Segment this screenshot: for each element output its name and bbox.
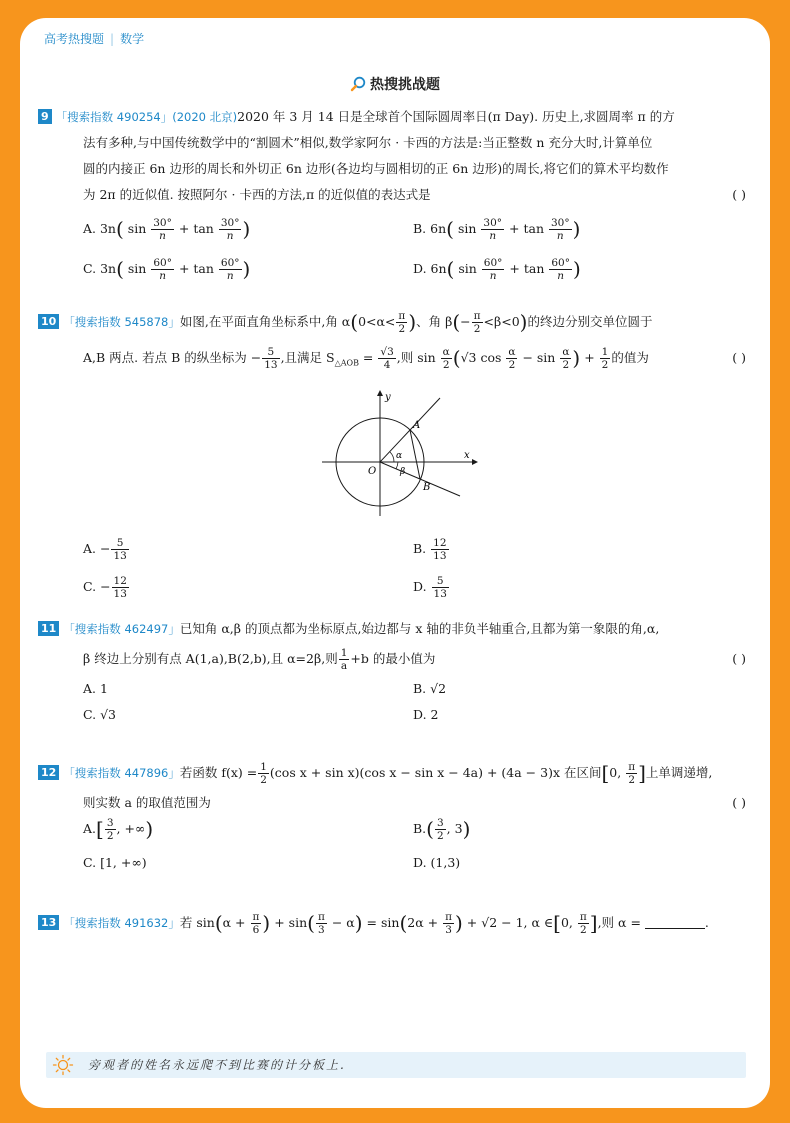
answer-paren: ( ) — [732, 795, 746, 810]
label-alpha: α — [396, 451, 403, 461]
question-10: 10 「搜索指数 545878」如图,在平面直角坐标系中,角 α(0<α< $\frac{\pi}{2}$ )、角 β(− $\frac{\pi}{2}$ <β<0)的终边分别交单位圆于 A,B 两点. 若点 B 的纵坐标为 − $\frac{5}{13}$ ,且满足 $S_{\triangle AOB}$ = $\frac{√3}{4}$ ,则 sin $\frac{\alpha}{2}$ (√3 cos $\frac{\alpha}{2}$ − sin $\frac{\alpha}{2}$ ) + $\frac{1}{2}$ 的值为 ( ) y x O A B α β A. − $\frac{5}{13}$ B. $\frac{12}{13}$ C. − $\frac{12}{13}$ D. $\frac{5}{13}$ — [38, 306, 750, 384]
source-tag: (2020 北京) — [172, 110, 238, 124]
section-title-text: 热搜挑战题 — [370, 77, 440, 93]
unit-circle-figure — [320, 388, 480, 518]
option-b[interactable]: B. √2 — [413, 681, 447, 696]
tip-text: 旁观者的姓名永远爬不到比赛的计分板上. — [88, 1058, 346, 1072]
question-text: 则实数 a 的取值范围为 — [83, 795, 211, 810]
search-icon — [350, 76, 366, 96]
label-y: y — [385, 392, 391, 403]
option-a[interactable]: A. 1 — [83, 681, 108, 696]
option-d[interactable]: D. 6n( sin $\frac{60^\circ}{n}$ + tan $\frac{60^\circ}{n}$ ) — [413, 257, 581, 282]
page-header: 高考热搜题 | 数学 — [44, 32, 145, 46]
option-d[interactable]: D. (1,3) — [413, 855, 461, 870]
angle-alpha-arc — [390, 452, 394, 462]
question-number: 11 — [38, 621, 59, 636]
question-11: 11 「搜索指数 462497」已知角 α,β 的顶点都为坐标原点,始边都与 x 轴的非负半轴重合,且都为第一象限的角,α, β 终边上分别有点 A(1,a),B(2,b),且 α=2β,则 $\frac{1}{a}$ +b 的最小值为 ( ) A. 1 B. √2 C. √3 D. 2 — [38, 616, 750, 728]
label-o: O — [368, 466, 377, 477]
angle-beta-arc — [396, 462, 398, 469]
question-12: 12 「搜索指数 447896」若函数 f(x) = $\frac{1}{2}$ (cos x + sin x)(cos x − sin x − 4a) + (4a − 3)x 在区间[0, $\frac{\pi}{2}$ ]上单调递增, 则实数 a 的取值范围为 ( ) A.[ $\frac{3}{2}$ , +∞) B.( $\frac{3}{2}$ , 3) C. [1, +∞) D. (1,3) — [38, 756, 750, 876]
label-a: A — [413, 420, 421, 431]
question-number: 9 — [38, 109, 52, 124]
question-text: A,B 两点. 若点 B 的纵坐标为 − — [83, 350, 262, 365]
answer-paren: ( ) — [732, 187, 746, 202]
question-9 — [38, 104, 750, 296]
book-title: 高考热搜题 — [44, 32, 105, 46]
question-text: 、角 β — [416, 314, 453, 329]
option-c[interactable]: C. √3 — [83, 707, 116, 722]
question-number: 13 — [38, 915, 59, 930]
search-index-tag: 「搜索指数 490254」 — [55, 110, 173, 124]
option-b[interactable]: B.( $\frac{3}{2}$ , 3) — [413, 817, 471, 842]
search-index-tag: 「搜索指数 491632」 — [63, 916, 180, 930]
option-d[interactable]: D. 2 — [413, 707, 439, 722]
section-title — [20, 74, 770, 96]
question-text: 圆的内接正 6n 边形的周长和外切正 6n 边形(各边均与圆相切的正 6n 边形)的周长,将它们的算术平均数作 — [83, 161, 669, 176]
question-text: 2020 年 3 月 14 日是全球首个国际圆周率日(π Day). 历史上,求圆周率 π 的方 — [237, 109, 675, 124]
y-axis-arrow — [377, 390, 383, 396]
option-c[interactable]: C. − $\frac{12}{13}$ — [83, 575, 127, 600]
search-index-tag: 「搜索指数 462497」 — [63, 622, 180, 636]
option-a[interactable]: A. − $\frac{5}{13}$ — [83, 537, 127, 562]
answer-blank[interactable] — [645, 914, 705, 929]
option-a[interactable]: A.[ $\frac{3}{2}$ , +∞) — [83, 817, 154, 842]
question-text: 的终边分别交单位圆于 — [527, 314, 653, 329]
x-axis-arrow — [472, 459, 478, 465]
label-beta: β — [400, 467, 406, 477]
option-c[interactable]: C. [1, +∞) — [83, 855, 147, 870]
question-13: 13 「搜索指数 491632」若 sin(α + $\frac{\pi}{6}$ ) + sin( $\frac{\pi}{3}$ − α) = sin(2α + $\frac{\pi}{3}$ ) + √2 − 1, α ∈[0, $\frac{\pi}{2}$ ],则 α = . — [38, 906, 750, 940]
option-b[interactable]: B. 6n( sin $\frac{30^\circ}{n}$ + tan $\frac{30^\circ}{n}$ ) — [413, 217, 581, 242]
search-index-tag: 「搜索指数 545878」 — [63, 315, 180, 329]
option-a[interactable]: A. 3n( sin $\frac{30^\circ}{n}$ + tan $\frac{30^\circ}{n}$ ) — [83, 217, 251, 242]
search-index-tag: 「搜索指数 447896」 — [63, 766, 180, 780]
question-text: 若函数 f(x) = — [179, 765, 258, 780]
option-c[interactable]: C. 3n( sin $\frac{60^\circ}{n}$ + tan $\frac{60^\circ}{n}$ ) — [83, 257, 251, 282]
subject-label: 数学 — [120, 32, 145, 46]
answer-paren: ( ) — [732, 350, 746, 365]
option-b[interactable]: B. $\frac{12}{13}$ — [413, 537, 447, 562]
question-text: 如图,在平面直角坐标系中,角 α — [179, 314, 351, 329]
question-text: 为 2π 的近似值. 按照阿尔 · 卡西的方法,π 的近似值的表达式是 — [83, 187, 431, 202]
question-text: 已知角 α,β 的顶点都为坐标原点,始边都与 x 轴的非负半轴重合,且都为第一象限的角,α, — [179, 621, 660, 636]
question-number: 10 — [38, 314, 59, 329]
question-text: β 终边上分别有点 A(1,a),B(2,b),且 α=2β,则 — [83, 651, 338, 666]
option-d[interactable]: D. $\frac{5}{13}$ — [413, 575, 447, 600]
chord-ab — [410, 430, 420, 479]
question-text: 法有多种,与中国传统数学中的“割圆术”相似,数学家阿尔 · 卡西的方法是:当正整数 n 充分大时,计算单位 — [83, 135, 653, 150]
tip-bar — [46, 1052, 746, 1078]
label-b: B — [423, 482, 431, 493]
question-number: 12 — [38, 765, 59, 780]
sun-icon — [52, 1054, 74, 1080]
answer-paren: ( ) — [732, 651, 746, 666]
label-x: x — [464, 450, 470, 461]
page — [20, 18, 770, 1108]
